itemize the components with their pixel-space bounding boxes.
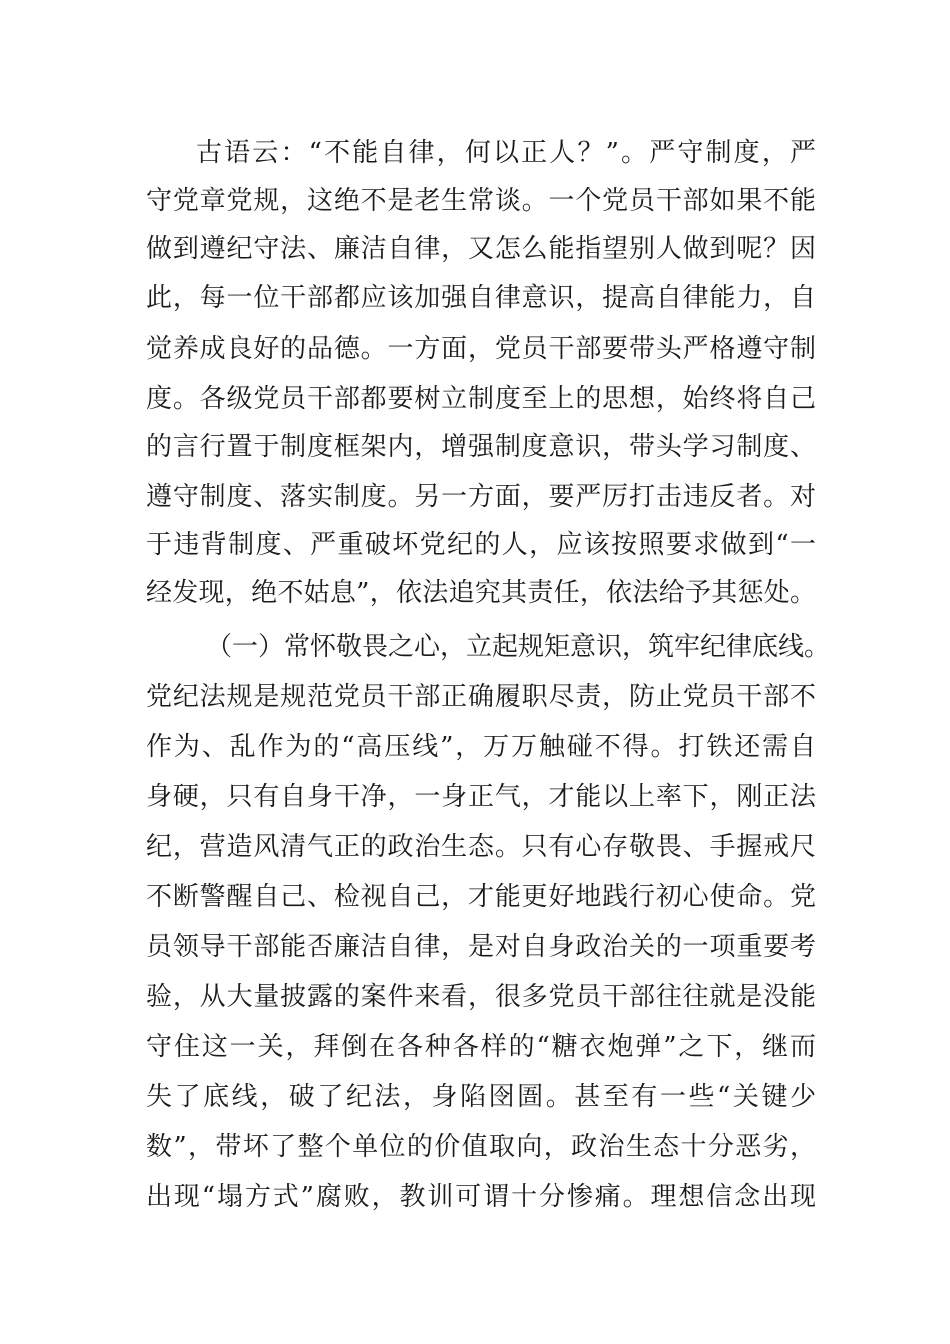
paragraph-2-line-2: 党纪法规是规范党员干部正确履职尽责，防止党员干部不: [146, 682, 816, 712]
paragraph-1-line-3: 做到遵纪守法、廉洁自律，又怎么能指望别人做到呢？因: [146, 234, 816, 264]
paragraph-2-line-6: 不断警醒自己、检视自己，才能更好地践行初心使命。党: [146, 882, 816, 912]
paragraph-1-line-9: 于违背制度、严重破坏党纪的人，应该按照要求做到“一: [146, 530, 816, 560]
paragraph-2-heading-line: （一）常怀敬畏之心，立起规矩意识，筑牢纪律底线。: [206, 632, 831, 662]
paragraph-1-line-2: 守党章党规，这绝不是老生常谈。一个党员干部如果不能: [146, 186, 816, 216]
paragraph-2-line-5: 纪，营造风清气正的政治生态。只有心存敬畏、手握戒尺: [146, 832, 816, 862]
paragraph-2-line-9: 守住这一关，拜倒在各种各样的“糖衣炮弹”之下，继而: [146, 1032, 816, 1062]
paragraph-2-line-10: 失了底线，破了纪法，身陷囹圄。甚至有一些“关键少: [146, 1082, 816, 1112]
paragraph-2-line-8: 验，从大量披露的案件来看，很多党员干部往往就是没能: [146, 982, 816, 1012]
paragraph-1-line-1: 古语云：“不能自律，何以正人？”。严守制度，严: [196, 138, 816, 168]
paragraph-2-line-11: 数”，带坏了整个单位的价值取向，政治生态十分恶劣，: [146, 1132, 816, 1162]
paragraph-2-line-7: 员领导干部能否廉洁自律，是对自身政治关的一项重要考: [146, 932, 816, 962]
paragraph-1-line-6: 度。各级党员干部都要树立制度至上的思想，始终将自己: [146, 384, 816, 414]
paragraph-1-line-5: 觉养成良好的品德。一方面，党员干部要带头严格遵守制: [146, 334, 816, 364]
paragraph-2-line-12: 出现“塌方式”腐败，教训可谓十分惨痛。理想信念出现: [146, 1182, 816, 1212]
paragraph-2-line-3: 作为、乱作为的“高压线”，万万触碰不得。打铁还需自: [146, 732, 816, 762]
paragraph-1-line-8: 遵守制度、落实制度。另一方面，要严厉打击违反者。对: [146, 482, 816, 512]
paragraph-1-line-10: 经发现，绝不姑息”，依法追究其责任，依法给予其惩处。: [146, 578, 816, 608]
paragraph-1-line-4: 此，每一位干部都应该加强自律意识，提高自律能力，自: [146, 283, 816, 313]
paragraph-2-line-4: 身硬，只有自身干净，一身正气，才能以上率下，刚正法: [146, 782, 816, 812]
paragraph-1-line-7: 的言行置于制度框架内，增强制度意识，带头学习制度、: [146, 432, 816, 462]
